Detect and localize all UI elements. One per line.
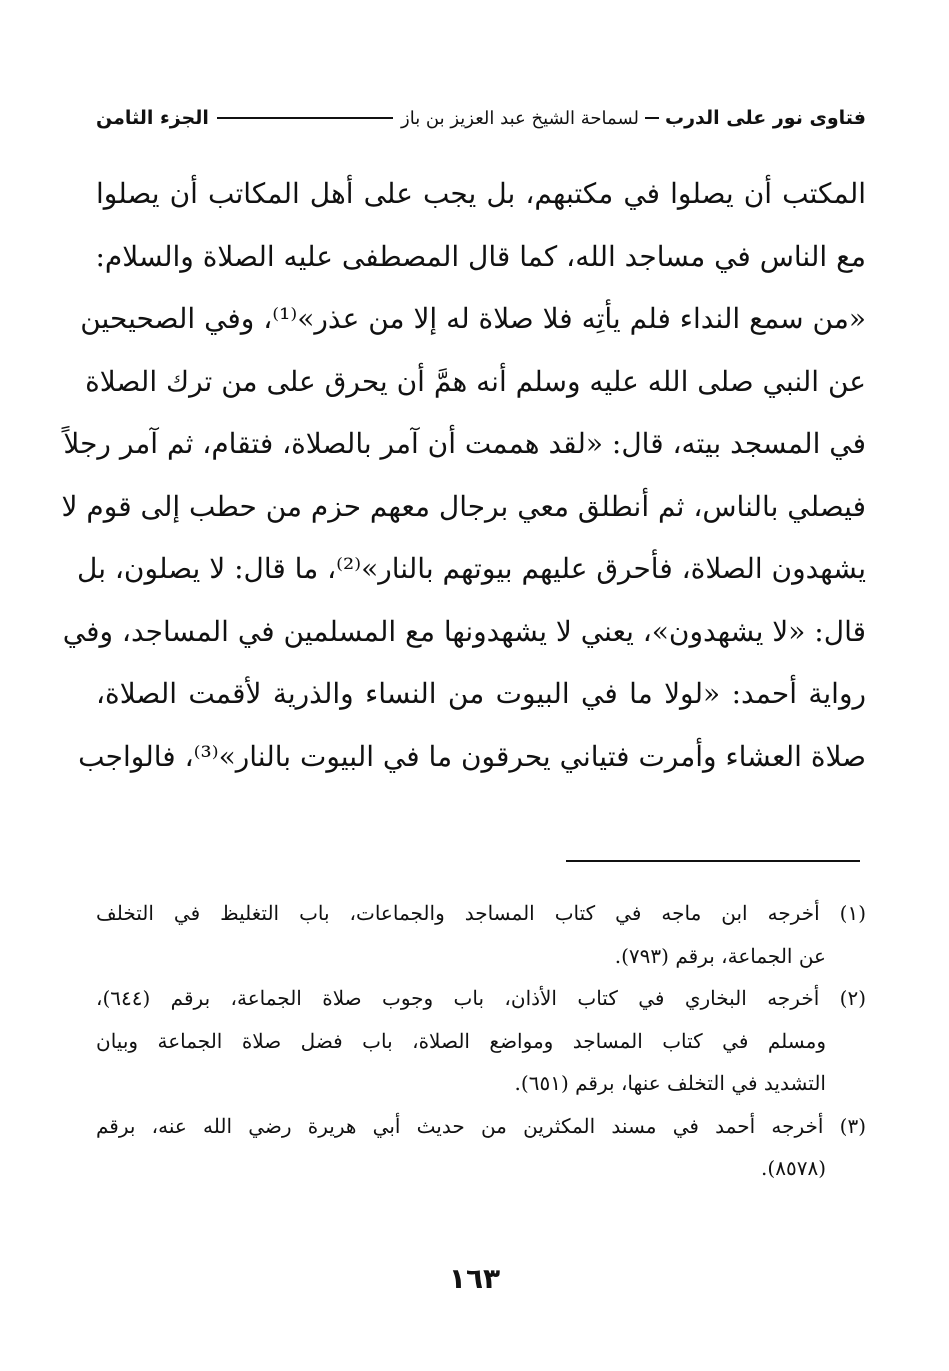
footnotes — [96, 892, 866, 1190]
footnote-3 — [96, 1105, 866, 1190]
author-name: لسماحة الشيخ عبد العزيز بن باز — [401, 107, 639, 129]
footnote-separator — [566, 860, 860, 862]
text-line: «من سمع النداء فلم يأتِه فلا صلاة له إلا من عذر»⁽¹⁾، وفي الصحيحين — [80, 302, 866, 335]
footnote-number: (١) — [839, 901, 866, 925]
text-line: عن النبي صلى الله عليه وسلم أنه همَّ أن يحرق على من ترك الصلاة — [85, 364, 866, 398]
footnote-line: (٣) أخرجه أحمد في مسند المكثرين من حديث أبي هريرة رضي الله عنه، برقم — [96, 1113, 866, 1138]
footnote-line: ومسلم في كتاب المساجد ومواضع الصلاة، باب فضل صلاة الجماعة وبيان — [96, 1028, 826, 1053]
text-line: رواية أحمد: «لولا ما في البيوت من النساء والذرية لأقمت الصلاة، — [96, 677, 866, 710]
footnote-number: (٣) — [839, 1113, 866, 1138]
text-line: يشهدون الصلاة، فأحرق عليهم بيوتهم بالنار»⁽²⁾، ما قال: لا يصلون، بل — [77, 552, 866, 585]
text-line: فيصلي بالناس، ثم أنطلق معي برجال معهم حزم من حطب إلى قوم لا — [61, 489, 866, 523]
volume-part: الجزء الثامن — [96, 107, 209, 129]
text-line: في المسجد بيته، قال: «لقد هممت أن آمر بالصلاة، فتقام، ثم آمر رجلاً — [63, 427, 866, 460]
text-line: المكتب أن يصلوا في مكتبهم، بل يجب على أهل المكاتب أن يصلوا — [96, 177, 867, 210]
footnote-1 — [96, 892, 866, 977]
footnote-line: التشديد في التخلف عنها، برقم (٦٥١). — [514, 1071, 826, 1095]
footnote-2 — [96, 977, 866, 1105]
running-header — [96, 98, 866, 138]
header-title-group — [401, 107, 866, 129]
footnote-number: (٢) — [839, 986, 867, 1010]
page-number: ١٦٣ — [448, 1262, 501, 1295]
main-text — [61, 163, 867, 788]
footnote-line: (٢) أخرجه البخاري في كتاب الأذان، باب وجوب صلاة الجماعة، برقم (٦٤٤)، — [96, 986, 867, 1010]
book-title: فتاوى نور على الدرب — [665, 107, 866, 129]
footnote-line: عن الجماعة، برقم (٧٩٣). — [614, 943, 826, 968]
header-rule — [217, 117, 393, 119]
text-line: قال: «لا يشهدون»، يعني لا يشهدونها مع المسلمين في المساجد، وفي — [62, 614, 866, 648]
footnote-line: (١) أخرجه ابن ماجه في كتاب المساجد والجماعات، باب التغليظ في التخلف — [96, 901, 866, 925]
text-line: مع الناس في مساجد الله، كما قال المصطفى عليه الصلاة والسلام: — [95, 239, 866, 273]
footnote-line: (٨٥٧٨). — [761, 1156, 826, 1180]
header-dash — [645, 117, 659, 119]
text-line: صلاة العشاء وأمرت فتياني يحرقون ما في البيوت بالنار»⁽³⁾، فالواجب — [78, 739, 866, 773]
